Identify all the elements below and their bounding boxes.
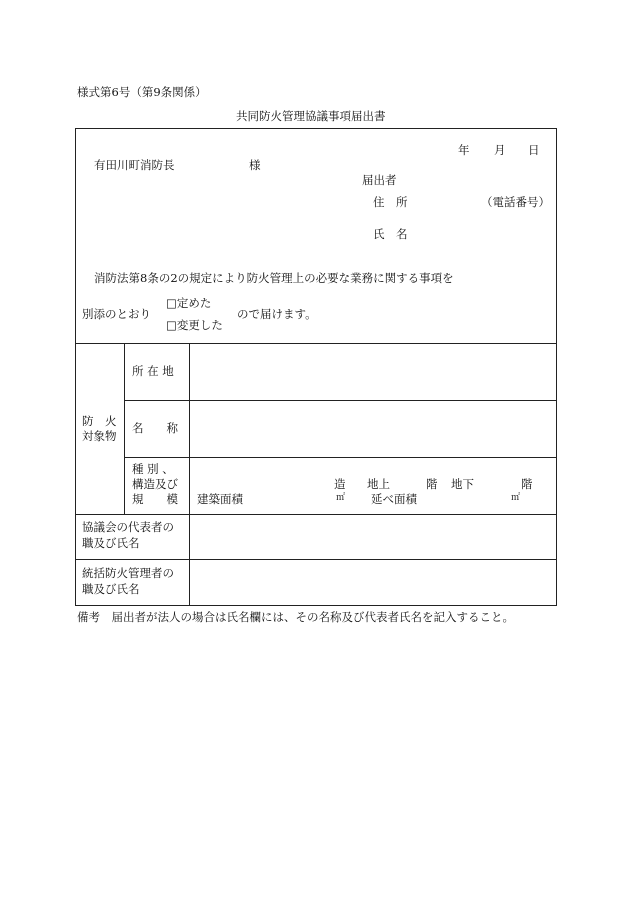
addressee: 有田川町消防長 xyxy=(94,158,175,172)
month-label: 月 xyxy=(494,143,506,157)
day-label: 日 xyxy=(528,143,540,157)
building-area-label: 建築面積 xyxy=(197,492,243,506)
building-name-label: 名 称 xyxy=(132,421,178,435)
divider-council xyxy=(75,559,557,560)
year-label: 年 xyxy=(458,143,470,157)
divider-group xyxy=(124,343,125,514)
name-label: 氏 名 xyxy=(373,227,408,241)
total-floor-area-label: 延べ面積 xyxy=(371,492,417,506)
divider-header xyxy=(75,343,557,344)
statement-suffix: ので届けます。 xyxy=(237,307,317,321)
divider-type xyxy=(75,514,557,515)
statement-line: 消防法第8条の2の規定により防火管理上の必要な業務に関する事項を xyxy=(94,271,454,285)
sqm-unit-a: ㎡ xyxy=(336,493,346,503)
above-ground-label: 地上 xyxy=(367,477,390,491)
honorific: 様 xyxy=(249,158,261,172)
location-label: 所 在 地 xyxy=(132,364,174,378)
document-title: 共同防火管理協議事項届出書 xyxy=(236,109,386,123)
type-label-1: 種 別 、 xyxy=(132,462,174,476)
divider-label-col xyxy=(189,343,190,606)
below-ground-label: 地下 xyxy=(451,477,474,491)
sqm-unit-b: ㎡ xyxy=(511,493,521,503)
type-label-3: 規 模 xyxy=(132,492,178,506)
council-rep-label-2: 職及び氏名 xyxy=(82,536,140,550)
option-changed[interactable]: □変更した xyxy=(166,318,223,332)
form-number: 様式第6号（第9条関係） xyxy=(77,85,207,99)
target-group-label-1: 防 火 xyxy=(82,414,117,428)
address-label: 住 所 xyxy=(373,195,408,209)
structure-label: 造 xyxy=(334,477,346,491)
general-manager-label-1: 統括防火管理者の xyxy=(82,566,174,580)
council-rep-label-1: 協議会の代表者の xyxy=(82,520,174,534)
remarks-note: 備考 届出者が法人の場合は氏名欄には、その名称及び代表者氏名を記入すること。 xyxy=(77,610,514,624)
general-manager-label-2: 職及び氏名 xyxy=(82,582,140,596)
target-group-label-2: 対象物 xyxy=(82,429,117,443)
notifier-label: 届出者 xyxy=(362,173,397,187)
floors-label-a: 階 xyxy=(426,477,438,491)
statement-prefix: 別添のとおり xyxy=(82,307,151,321)
floors-label-b: 階 xyxy=(521,477,533,491)
phone-label: （電話番号） xyxy=(481,195,550,209)
type-label-2: 構造及び xyxy=(132,477,178,491)
option-defined[interactable]: □定めた xyxy=(166,296,212,310)
